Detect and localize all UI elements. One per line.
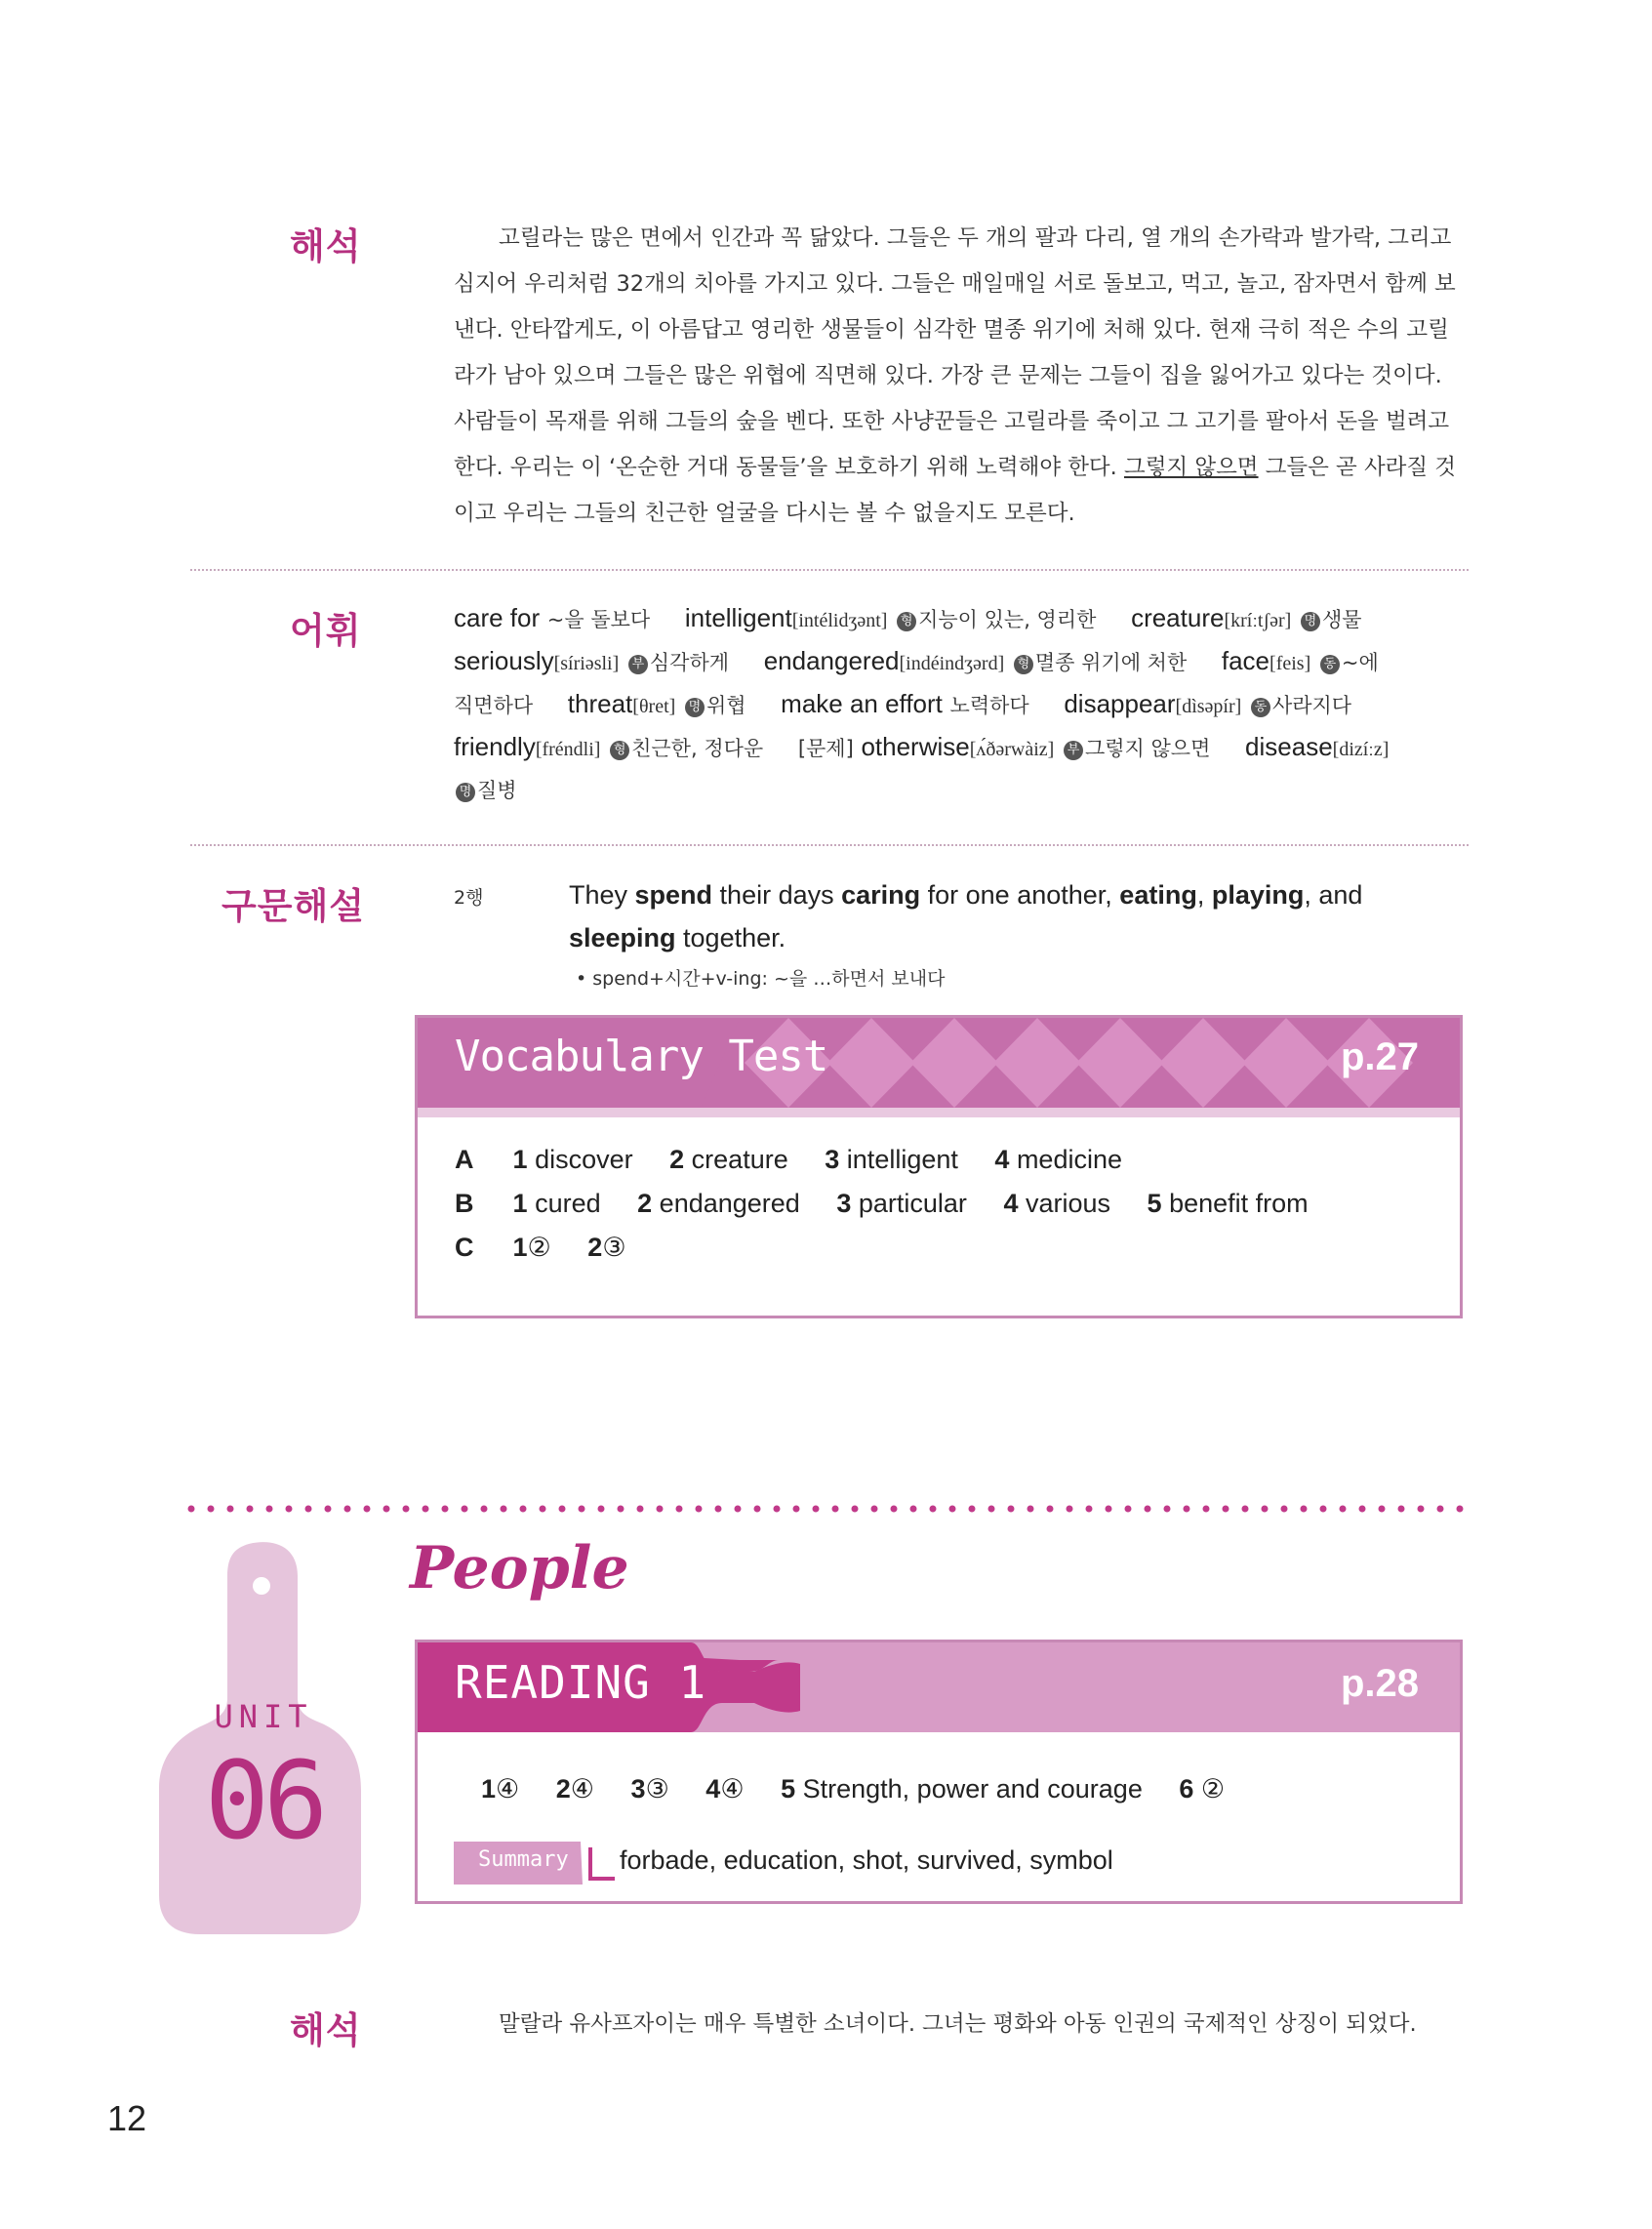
section-label-translation-2: 해석 xyxy=(290,2009,362,2051)
vocab-meaning: 노력하다 xyxy=(949,694,1029,717)
vocab-line-3 xyxy=(454,686,1351,724)
text-bold: eating xyxy=(1119,880,1197,910)
pos-badge: 형 xyxy=(897,612,916,631)
vocab-test-title: Vocabulary Test xyxy=(455,1032,828,1081)
translation-line-7: 이고 우리는 그들의 친근한 얼굴을 다시는 볼 수 없을지도 모른다. xyxy=(454,501,1075,526)
answer-row-c xyxy=(455,1233,626,1263)
item-answer: ② xyxy=(527,1233,551,1262)
vocab-word: make an effort xyxy=(781,689,943,718)
page-number: 12 xyxy=(107,2098,147,2138)
pos-badge: 명 xyxy=(456,783,475,802)
pos-badge: 동 xyxy=(1320,655,1340,674)
item-answer: ② xyxy=(1200,1774,1226,1803)
translation-line-4: 라가 남아 있으며 그들은 많은 위협에 직면해 있다. 가장 큰 문제는 그들이 집을 잃어가고 있다는 것이다. xyxy=(454,363,1442,388)
translation-line-5: 사람들이 목재를 위해 그들의 숲을 벤다. 또한 사냥꾼들은 고릴라를 죽이고 그 고기를 팔아서 돈을 벌려고 xyxy=(454,409,1450,434)
vocab-word: threat xyxy=(567,689,633,718)
vocab-word: disappear xyxy=(1064,689,1176,718)
text: They xyxy=(569,880,635,910)
vocab-word: intelligent xyxy=(684,603,792,632)
summary-text: forbade, education, shot, survived, symbol xyxy=(620,1845,1113,1875)
translation-line-2: 심지어 우리처럼 32개의 치아를 가지고 있다. 그들은 매일매일 서로 돌보고, 먹고, 놀고, 잠자면서 함께 보 xyxy=(454,271,1456,297)
vocab-phonetic: [θret] xyxy=(632,696,676,717)
vocab-word: creature xyxy=(1131,603,1225,632)
unit-label: UNIT xyxy=(214,1698,313,1735)
pos-badge: 명 xyxy=(685,698,705,717)
pos-badge: 부 xyxy=(628,655,648,674)
item-number: 4 xyxy=(994,1145,1010,1174)
vocab-meaning: 심각하게 xyxy=(649,651,730,674)
item-answer: ④ xyxy=(570,1774,595,1803)
vocab-meaning: 직면하다 xyxy=(454,694,534,717)
text-bold: sleeping xyxy=(569,923,676,952)
text: their days xyxy=(712,880,842,910)
vocab-phonetic: [fréndli] xyxy=(535,739,601,760)
item-answer: benefit from xyxy=(1169,1189,1309,1218)
summary-label: Summary xyxy=(478,1847,569,1872)
vocab-meaning: 사라지다 xyxy=(1271,694,1352,717)
vocab-line-5 xyxy=(454,772,517,808)
item-answer: endangered xyxy=(659,1189,800,1218)
grammar-line-number: 2행 xyxy=(454,887,484,909)
item-number: 1 xyxy=(512,1189,528,1218)
header-strip xyxy=(418,1108,1460,1117)
item-number: 6 xyxy=(1179,1774,1194,1803)
answer-row-b xyxy=(455,1189,1309,1219)
text: , xyxy=(1196,880,1212,910)
vocab-phonetic: [dìsəpír] xyxy=(1175,696,1242,717)
item-answer: ③ xyxy=(645,1774,669,1803)
item-number: 2 xyxy=(637,1189,653,1218)
vocab-test-box xyxy=(415,1015,1463,1318)
row-key: C xyxy=(455,1233,474,1262)
section-label-grammar: 구문해설 xyxy=(222,885,365,927)
divider xyxy=(190,844,1469,846)
item-answer: cured xyxy=(535,1189,601,1218)
grammar-note: • spend+시간+v-ing: ~을 …하면서 보내다 xyxy=(576,968,946,990)
text: for one another, xyxy=(920,880,1120,910)
vocab-meaning: 지능이 있는, 영리한 xyxy=(918,608,1097,631)
pos-badge: 형 xyxy=(610,741,629,760)
grammar-sentence xyxy=(569,873,1476,959)
vocab-word: seriously xyxy=(454,646,554,675)
vocab-line-1 xyxy=(454,600,1362,638)
translation-line-3: 낸다. 안타깝게도, 이 아름답고 영리한 생물들이 심각한 멸종 위기에 처해 있다. 현재 극히 적은 수의 고릴 xyxy=(454,317,1449,343)
translation-2-text: 말랄라 유사프자이는 매우 특별한 소녀이다. 그녀는 평화와 아동 인권의 국제적인 상징이 되었다. xyxy=(499,2011,1417,2037)
vocab-meaning: 그렇지 않으면 xyxy=(1084,737,1211,760)
pos-badge: 형 xyxy=(1014,655,1033,674)
item-number: 3 xyxy=(630,1774,646,1803)
item-number: 1 xyxy=(481,1774,497,1803)
text-bold: spend xyxy=(634,880,713,910)
row-key: A xyxy=(455,1145,474,1174)
item-answer: ③ xyxy=(602,1233,626,1262)
unit-theme-title: People xyxy=(410,1534,629,1602)
row-key: B xyxy=(455,1189,474,1218)
vocab-meaning: 생물 xyxy=(1321,608,1362,631)
item-answer: Strength, power and courage xyxy=(802,1774,1143,1803)
unit-number: 06 xyxy=(204,1738,323,1863)
reading-answers xyxy=(481,1774,1225,1804)
vocab-phonetic: [dizíːz] xyxy=(1332,739,1390,760)
item-answer: ④ xyxy=(496,1774,520,1803)
item-number: 3 xyxy=(836,1189,852,1218)
translation-line-6b: 그들은 곧 사라질 것 xyxy=(1258,455,1457,480)
vocab-meaning: 위협 xyxy=(705,694,746,717)
item-answer: particular xyxy=(858,1189,967,1218)
vocab-test-header xyxy=(418,1018,1460,1108)
vocab-phonetic: [intélidʒənt] xyxy=(791,610,888,631)
item-number: 2 xyxy=(587,1233,603,1262)
item-number: 4 xyxy=(1003,1189,1019,1218)
vocab-phonetic: [ʌ́ðərwàiz] xyxy=(969,739,1055,760)
dotted-separator xyxy=(185,1503,1473,1515)
section-label-translation: 해석 xyxy=(290,225,362,267)
vocab-meaning: ~에 xyxy=(1341,651,1379,674)
vocab-meaning: 질병 xyxy=(477,779,517,802)
vocab-word: disease xyxy=(1245,732,1333,761)
unit-board-icon xyxy=(151,1532,376,1942)
item-number: 3 xyxy=(825,1145,840,1174)
vocab-meaning: ~을 돌보다 xyxy=(546,608,651,631)
vocab-meaning: 멸종 위기에 처한 xyxy=(1034,651,1188,674)
item-answer: intelligent xyxy=(846,1145,958,1174)
item-number: 5 xyxy=(1147,1189,1162,1218)
translation-line-6 xyxy=(454,445,1469,491)
vocab-word: friendly xyxy=(454,732,536,761)
vocab-phonetic: [síriəsli] xyxy=(553,653,620,674)
vocab-word: endangered xyxy=(763,646,900,675)
item-number: 5 xyxy=(781,1774,796,1803)
text-bold: caring xyxy=(841,880,921,910)
vocab-test-page: p.27 xyxy=(1340,1035,1419,1078)
vocab-word: care for xyxy=(454,603,541,632)
vocab-line-4 xyxy=(454,729,1389,767)
section-label-vocabulary: 어휘 xyxy=(290,610,362,652)
item-answer: various xyxy=(1025,1189,1111,1218)
answer-row-a xyxy=(455,1145,1122,1175)
text: together. xyxy=(675,923,786,952)
translation-line-1: 고릴라는 많은 면에서 인간과 꼭 닮았다. 그들은 두 개의 팔과 다리, 열 개의 손가락과 발가락, 그리고 xyxy=(499,225,1452,251)
vocab-word: face xyxy=(1221,646,1270,675)
divider xyxy=(190,569,1469,571)
vocab-word: otherwise xyxy=(861,732,970,761)
reading-box xyxy=(415,1640,1463,1904)
item-number: 4 xyxy=(705,1774,721,1803)
vocab-phonetic: [indéindʒərd] xyxy=(899,653,1005,674)
item-answer: medicine xyxy=(1016,1145,1122,1174)
item-number: 2 xyxy=(555,1774,571,1803)
item-number: 2 xyxy=(669,1145,685,1174)
text-bold: playing xyxy=(1211,880,1305,910)
reading-page: p.28 xyxy=(1340,1662,1419,1705)
item-answer: discover xyxy=(535,1145,633,1174)
vocab-phonetic: [feis] xyxy=(1269,653,1311,674)
pos-badge: 동 xyxy=(1251,698,1270,717)
item-number: 1 xyxy=(512,1145,528,1174)
item-number: 1 xyxy=(512,1233,528,1262)
vocab-phonetic: [kríːtʃər] xyxy=(1224,610,1292,631)
translation-line-6a: 한다. 우리는 이 ‘온순한 거대 동물들’을 보호하기 위해 노력해야 한다. xyxy=(454,455,1124,480)
item-answer: ④ xyxy=(720,1774,745,1803)
vocab-meaning: 친근한, 정다운 xyxy=(631,737,764,760)
pos-badge: 부 xyxy=(1064,741,1083,760)
translation-underlined: 그렇지 않으면 xyxy=(1123,455,1259,480)
pos-badge: 명 xyxy=(1301,612,1320,631)
item-answer: creature xyxy=(691,1145,788,1174)
vocab-line-2 xyxy=(454,643,1379,681)
problem-tag: [문제] xyxy=(797,737,854,760)
reading-title: READING 1 xyxy=(455,1656,707,1709)
text: , and xyxy=(1304,880,1363,910)
